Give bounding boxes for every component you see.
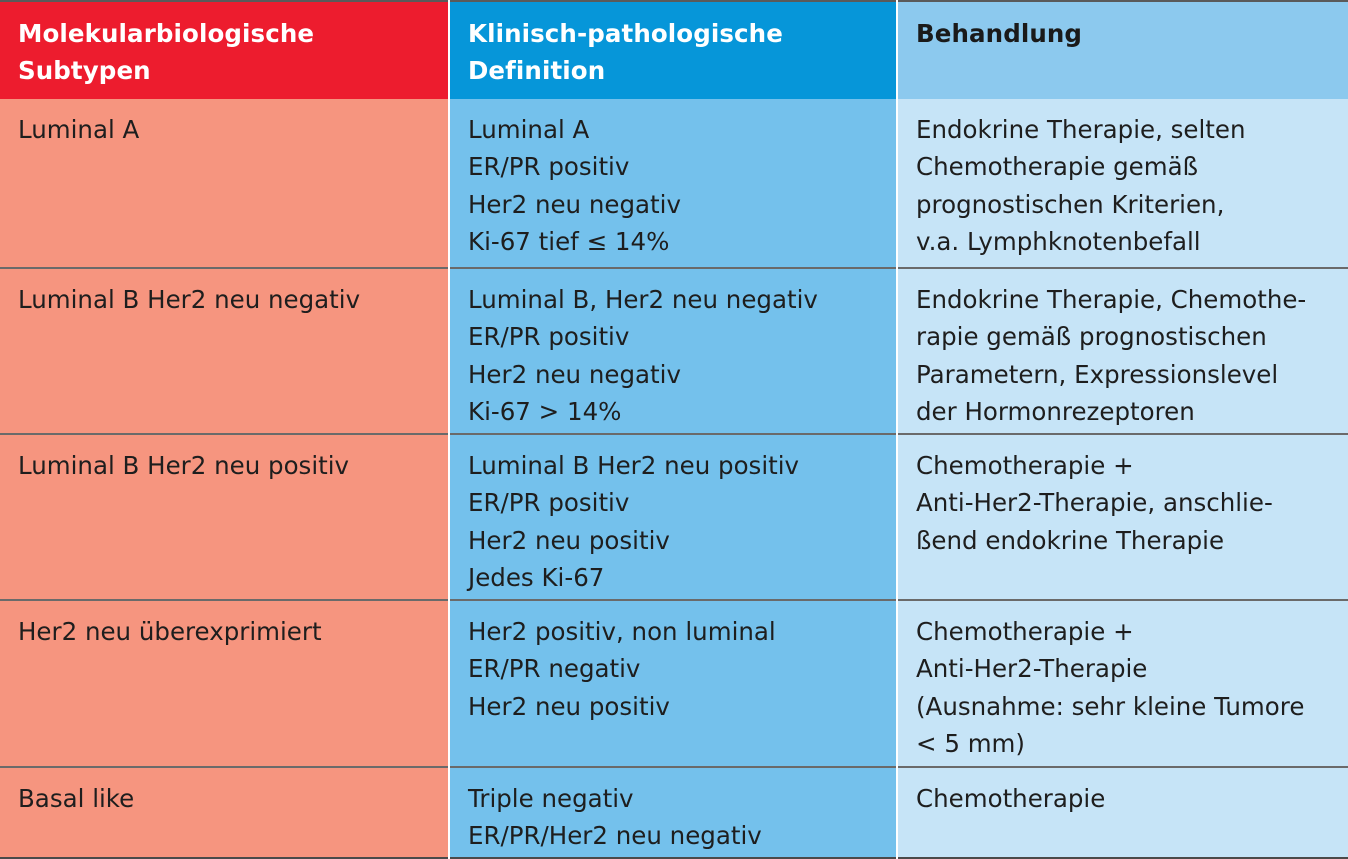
cell-line: ER/PR positiv (468, 488, 630, 518)
cell-line: Jedes Ki-67 (468, 563, 605, 593)
cell-line: Her2 positiv, non luminal (468, 617, 776, 646)
treatment-cell (897, 767, 1348, 858)
subtype-cell (0, 434, 449, 600)
definition-cell (449, 99, 897, 268)
header-treatment-line: Behandlung (916, 19, 1083, 48)
header-row (0, 1, 1348, 99)
cell-line: prognostischen Kriterien, (916, 189, 1225, 219)
cell-line: rapie gemäß prognostischen (916, 322, 1267, 352)
cell-line: Triple negativ (468, 784, 634, 813)
definition-cell (449, 600, 897, 767)
cell-line: Chemotherapie (916, 784, 1106, 813)
treatment-cell (897, 268, 1348, 434)
cell-line: Luminal A (18, 115, 140, 144)
cell-line: Chemotherapie gemäß (916, 152, 1199, 182)
table-row (0, 600, 1348, 767)
header-subtype (0, 1, 449, 99)
cell-line: Her2 neu negativ (468, 189, 681, 219)
cell-line: Luminal B Her2 neu positiv (468, 451, 800, 480)
header-subtype-line: Subtypen (18, 56, 151, 85)
definition-cell (449, 434, 897, 600)
cell-line: v.a. Lymphknotenbefall (916, 227, 1201, 257)
subtype-cell (0, 600, 449, 767)
table-row (0, 434, 1348, 600)
cell-line: der Hormonrezeptoren (916, 397, 1195, 427)
header-definition (449, 1, 897, 99)
cell-line: Endokrine Therapie, Chemothe- (916, 285, 1307, 314)
cell-line: Her2 neu positiv (468, 525, 670, 555)
cell-line: Parametern, Expressionslevel (916, 359, 1279, 389)
treatment-cell (897, 99, 1348, 268)
header-treatment (897, 1, 1348, 99)
cell-line: (Ausnahme: sehr kleine Tumore (916, 691, 1305, 721)
cell-line: Ki-67 tief ≤ 14% (468, 227, 670, 257)
cell-line: Luminal B Her2 neu negativ (18, 285, 361, 314)
definition-cell (449, 268, 897, 434)
treatment-cell (897, 600, 1348, 767)
cell-line: ER/PR negativ (468, 654, 641, 684)
cell-line: Endokrine Therapie, selten (916, 115, 1246, 144)
cell-line: Basal like (18, 784, 135, 813)
cell-line: ER/PR positiv (468, 152, 630, 182)
table-row (0, 99, 1348, 268)
cell-line: Her2 neu positiv (468, 691, 670, 721)
cell-line: Her2 neu überexprimiert (18, 617, 322, 646)
definition-cell (449, 767, 897, 858)
cell-line: Luminal B, Her2 neu negativ (468, 285, 818, 314)
cell-line: Luminal B Her2 neu positiv (18, 451, 350, 480)
table-row (0, 767, 1348, 858)
cell-line: < 5 mm) (916, 729, 1025, 759)
treatment-cell (897, 434, 1348, 600)
subtype-cell (0, 99, 449, 268)
cell-line: Chemotherapie + (916, 451, 1134, 480)
cell-line: Luminal A (468, 115, 590, 144)
header-definition-line: Definition (468, 56, 606, 85)
header-subtype-line: Molekularbiologische (18, 19, 315, 48)
cell-line: ER/PR positiv (468, 322, 630, 352)
cell-line: Anti-Her2-Therapie, anschlie- (916, 488, 1273, 518)
cell-line: Her2 neu negativ (468, 359, 681, 389)
cell-line: Anti-Her2-Therapie (916, 654, 1148, 684)
subtype-cell (0, 767, 449, 858)
cell-line: Ki-67 > 14% (468, 397, 622, 427)
subtype-cell (0, 268, 449, 434)
cell-line: ER/PR/Her2 neu negativ (468, 821, 762, 851)
cell-line: Chemotherapie + (916, 617, 1134, 646)
header-definition-line: Klinisch-pathologische (468, 19, 783, 48)
cell-line: ßend endokrine Therapie (916, 525, 1225, 555)
table-row (0, 268, 1348, 434)
